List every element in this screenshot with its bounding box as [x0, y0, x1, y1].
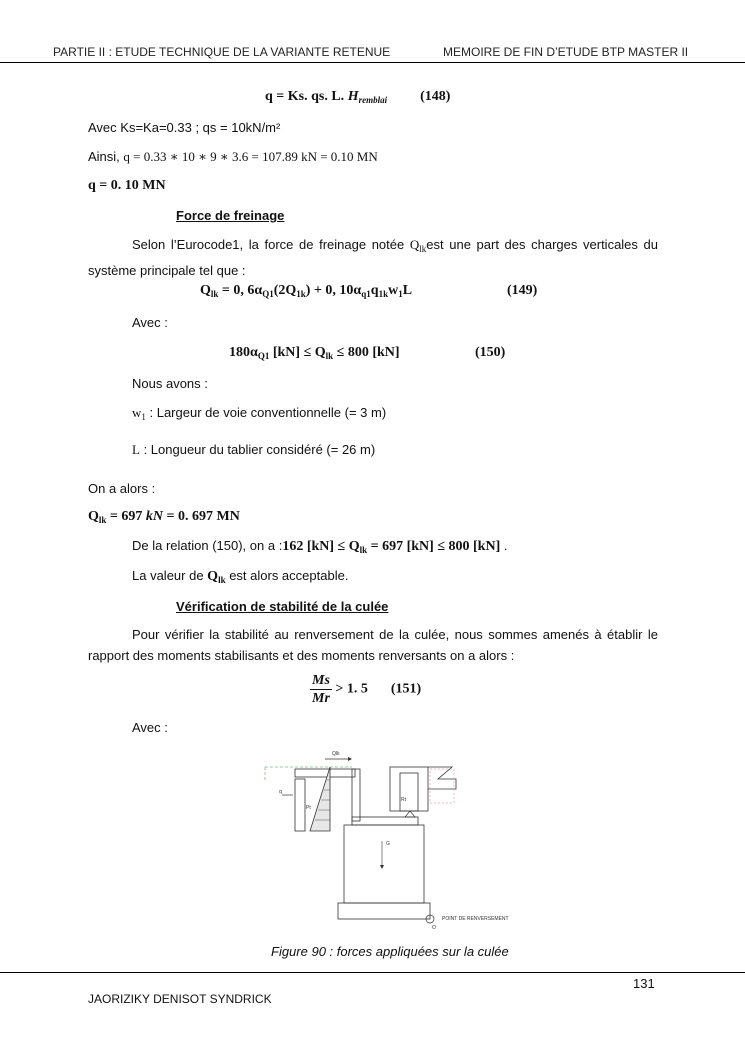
eq149-e: q — [370, 283, 379, 298]
bearing-support — [405, 811, 415, 817]
section-title-freinage: Force de freinage — [176, 208, 285, 223]
eq148-number: (148) — [420, 89, 451, 104]
eq151-numerator: Ms — [312, 673, 330, 688]
approach-slab — [295, 769, 355, 777]
eq148-h-sub: remblai — [358, 95, 388, 105]
label-nous-avons: Nous avons : — [132, 376, 208, 391]
acceptable-q-sub: lk — [218, 575, 226, 585]
eq149-a: Q — [200, 283, 211, 298]
line-ainsi — [88, 149, 378, 165]
equation-148 — [265, 89, 450, 105]
relation-a: 162 [kN] ≤ Q — [282, 539, 360, 554]
w1-symbol-sub: 1 — [141, 412, 146, 422]
eq149-b-sub: Q1 — [262, 289, 274, 299]
acceptable-line — [132, 568, 348, 585]
paragraph-stabilite: Pour vérifier la stabilité au renversement de la culée, nous sommes amenés à établir le rapport des moments stabilisants et des moments renversants on a alors : — [88, 627, 658, 663]
eurocode-q-sub: lk — [419, 244, 427, 254]
girder-web — [400, 773, 418, 811]
w1-symbol: w — [132, 405, 142, 420]
line-avec-ks: Avec Ks=Ka=0.33 ; qs = 10kN/m² — [88, 120, 281, 135]
figure-label-qlk: Qlk — [332, 751, 340, 757]
w1-text: : Largeur de voie conventionnelle (= 3 m) — [145, 405, 387, 420]
footer-author: JAORIZIKY DENISOT SYNDRICK — [88, 992, 272, 1006]
weight-arrowhead — [380, 865, 384, 869]
eq149-f: w — [388, 283, 399, 298]
eq149-d-sub: q1 — [361, 289, 371, 299]
eq149-f-sub: 1 — [398, 289, 403, 299]
label-avec-1: Avec : — [132, 315, 168, 330]
page-number: 131 — [633, 976, 655, 991]
acceptable-suffix: est alors acceptable. — [225, 568, 349, 583]
header-rule — [0, 62, 745, 63]
eq150-a-sub: Q1 — [257, 351, 270, 361]
acceptable-q: Q — [207, 569, 219, 584]
relation-prefix: De la relation (150), on a : — [132, 538, 283, 553]
qlk-kn: kN — [145, 509, 164, 524]
eurocode-part1: Selon l’Eurocode1, la force de freinage notée — [132, 237, 410, 252]
eq150-c: ≤ 800 [kN] — [333, 345, 400, 360]
l-symbol: L — [132, 442, 140, 457]
bearing-seat — [352, 817, 418, 825]
abutment-body — [344, 825, 424, 903]
eq150-b: [kN] ≤ Q — [269, 345, 326, 360]
figure-label-g: G — [386, 841, 390, 847]
header-right: MEMOIRE DE FIN D’ETUDE BTP MASTER II — [443, 45, 689, 59]
figure-abutment-forces — [260, 745, 530, 933]
deck-cantilever — [428, 767, 456, 789]
label-on-a-alors: On a alors : — [88, 481, 156, 496]
figure-label-pt: Pt — [306, 805, 311, 811]
eq149-number: (149) — [507, 283, 538, 298]
q-load-block — [295, 779, 305, 831]
eq149-g: L — [402, 283, 413, 298]
eq149-c-sub: 1k — [296, 289, 306, 299]
figure-label-point: POINT DE RENVERSEMENT — [442, 916, 509, 922]
label-avec-2: Avec : — [132, 720, 168, 735]
figure-label-rt: Rt — [401, 797, 406, 803]
paragraph-eurocode — [88, 234, 658, 281]
relation-line — [132, 538, 507, 555]
eq151-rhs: > 1. 5 — [335, 681, 368, 697]
eurocode-q: Q — [409, 237, 420, 252]
eq151-number: (151) — [390, 681, 422, 697]
relation-suffix: . — [500, 538, 508, 553]
eq149-d: ) + 0, 10α — [305, 283, 362, 298]
equation-150 — [229, 345, 400, 361]
eq150-b-sub: lk — [325, 351, 334, 361]
eq149-c: (2Q — [273, 283, 297, 298]
footer-rule — [0, 972, 745, 973]
eq151-fraction — [310, 672, 332, 707]
figure-label-q: q — [279, 789, 282, 795]
eq149-e-sub: 1k — [378, 289, 389, 299]
eq148-lhs: q = Ks. qs. L. — [265, 89, 348, 104]
header-left: PARTIE II : ETUDE TECHNIQUE DE LA VARIANTE RETENUE — [53, 45, 391, 59]
figure-caption: Figure 90 : forces appliquées sur la culée — [271, 944, 509, 959]
qlk-c: = 0. 697 MN — [163, 509, 240, 524]
eq150-number: (150) — [475, 345, 506, 360]
equation-149 — [200, 283, 412, 299]
earth-pressure-triangle — [310, 767, 330, 831]
deck-outline-dashed — [430, 769, 454, 803]
eq148-h: H — [347, 89, 359, 104]
section-title-stabilite: Vérification de stabilité de la culée — [176, 599, 389, 614]
footing — [338, 903, 430, 919]
ainsi-expression: q = 0.33 ∗ 10 ∗ 9 ∗ 3.6 = 107.89 kN = 0.10 MN — [123, 149, 378, 164]
figure-label-o: O — [432, 925, 436, 931]
definition-l — [132, 442, 375, 458]
eq149-a-sub: lk — [210, 289, 219, 299]
qlk-result — [88, 509, 240, 525]
relation-a-sub: lk — [359, 545, 368, 555]
deck-girder — [390, 767, 428, 811]
l-text: : Longueur du tablier considéré (= 26 m) — [139, 442, 376, 457]
definition-w1 — [132, 405, 386, 422]
qlk-a-sub: lk — [98, 515, 107, 525]
eurocode-part2: est une part des charges verticales du système principale tel que : — [88, 237, 658, 278]
acceptable-prefix: La valeur de — [132, 568, 208, 583]
eq149-b: = 0, 6α — [218, 283, 263, 298]
eq151-denominator: Mr — [312, 691, 330, 706]
relation-b: = 697 [kN] ≤ 800 [kN] — [367, 539, 501, 554]
line-q-result: q = 0. 10 MN — [88, 178, 166, 193]
eq150-a: 180α — [229, 345, 258, 360]
qlk-a: Q — [88, 509, 99, 524]
qlk-b: = 697 — [106, 509, 146, 524]
ainsi-prefix: Ainsi, — [88, 149, 124, 164]
equation-151 — [310, 672, 421, 707]
qlk-arrowhead — [348, 757, 352, 761]
